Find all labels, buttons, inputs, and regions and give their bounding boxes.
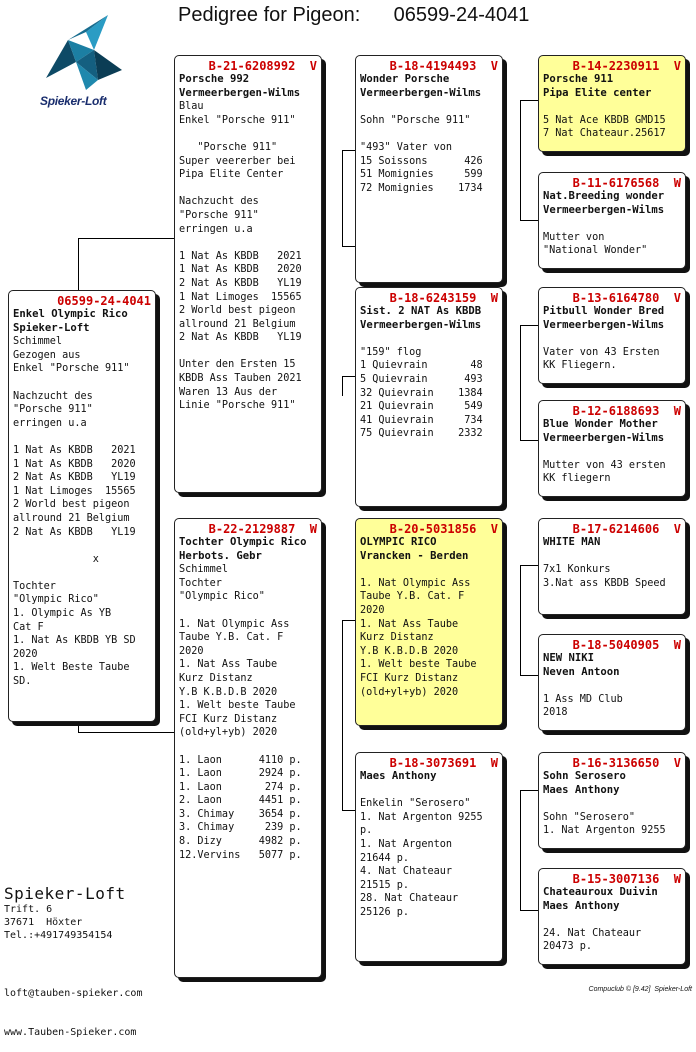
detail-line: Vater von 43 Ersten bbox=[543, 346, 660, 358]
breeder-name: Maes Anthony bbox=[360, 770, 437, 782]
detail-line: 21 Quievrain 549 bbox=[360, 401, 483, 413]
pedigree-card-sire-dam bbox=[355, 287, 503, 507]
pedigree-card-sire bbox=[174, 55, 322, 493]
ring-number: B-18-3073691 W bbox=[389, 756, 498, 770]
detail-line: Cat F bbox=[13, 621, 44, 633]
detail-line: 5 Nat Ace KBDB GMD15 bbox=[543, 114, 666, 126]
detail-line: KK Fliegern. bbox=[543, 360, 617, 372]
detail-line bbox=[179, 127, 317, 141]
pigeon-name: Wonder Porsche bbox=[360, 73, 450, 85]
breeder-name: Vermeerbergen-Wilms bbox=[543, 203, 665, 216]
ring-number: B-21-6208992 V bbox=[208, 59, 317, 73]
card-details bbox=[179, 563, 317, 862]
detail-line: Sohn "Porsche 911" bbox=[360, 114, 471, 126]
detail-line: "Porsche 911" bbox=[179, 141, 278, 153]
breeder-name: Vermeerbergen-Wilms bbox=[543, 318, 665, 331]
detail-line bbox=[543, 332, 681, 346]
pigeon-name: Pitbull Wonder Bred bbox=[543, 305, 665, 317]
detail-line: 2020 bbox=[179, 645, 204, 657]
address-line: 37671 Höxter bbox=[4, 917, 83, 928]
breeder-name: Neven Antoon bbox=[543, 665, 620, 678]
detail-line: 1 Nat As KBDB 2020 bbox=[179, 264, 302, 276]
detail-line: erringen u.a bbox=[179, 223, 253, 235]
pigeon-name: Porsche 911 bbox=[543, 73, 614, 85]
logo-text: Spieker-Loft bbox=[40, 94, 107, 108]
detail-line: Taube Y.B. Cat. F bbox=[179, 632, 284, 644]
pedigree-card-dss bbox=[538, 518, 686, 615]
pigeon-name: WHITE MAN bbox=[543, 536, 601, 548]
card-details bbox=[360, 784, 498, 920]
detail-line: Y.B K.B.D.B 2020 bbox=[360, 645, 459, 657]
pedigree-card-dam-sire bbox=[355, 518, 503, 726]
ring-number: B-18-5040905 W bbox=[572, 638, 681, 652]
detail-line: 21644 p. bbox=[360, 852, 410, 864]
ring-number: B-15-3007136 W bbox=[572, 872, 681, 886]
email-link[interactable]: loft@tauben-spieker.com bbox=[4, 988, 143, 999]
pedigree-card-dsd bbox=[538, 634, 686, 731]
pedigree-card-sds bbox=[538, 287, 686, 384]
detail-line bbox=[179, 345, 317, 359]
ring-number: B-13-6164780 V bbox=[572, 291, 681, 305]
detail-line: 2 Nat As KBDB YL19 bbox=[179, 332, 302, 344]
card-details bbox=[179, 100, 317, 413]
detail-line: FCI Kurz Distanz bbox=[179, 713, 278, 725]
pigeon-name: Tochter Olympic Rico bbox=[179, 536, 307, 548]
detail-line: "Olympic Rico" bbox=[179, 591, 265, 603]
detail-line: Linie "Porsche 911" bbox=[179, 400, 296, 412]
detail-line: 21515 p. bbox=[360, 879, 410, 891]
detail-line: "159" flog bbox=[360, 346, 422, 358]
detail-line: 1 Nat As KBDB 2021 bbox=[179, 250, 302, 262]
phone-line: Tel.:+491749354154 bbox=[4, 930, 113, 941]
ring-number: B-16-3136650 V bbox=[572, 756, 681, 770]
card-details bbox=[13, 335, 151, 688]
page-title: Pedigree for Pigeon: 06599-24-4041 bbox=[178, 4, 530, 26]
card-details bbox=[543, 550, 681, 591]
detail-line: 1. Nat Argenton 9255 bbox=[543, 825, 666, 837]
detail-line: 1. Welt beste Taube bbox=[360, 659, 477, 671]
pigeon-name: Enkel Olympic Rico bbox=[13, 308, 128, 320]
breeder-name: Herbots. Gebr bbox=[179, 549, 262, 562]
ring-number: B-18-4194493 V bbox=[389, 59, 498, 73]
card-details bbox=[543, 913, 681, 954]
detail-line: 1. Welt beste Taube bbox=[179, 700, 296, 712]
detail-line: 1 Nat Limoges 15565 bbox=[179, 291, 302, 303]
detail-line: 1. Nat Argenton 9255 bbox=[360, 811, 483, 823]
detail-line: Blau bbox=[179, 101, 204, 113]
loft-name: Spieker-Loft bbox=[4, 884, 126, 903]
detail-line: 2 Nat As KBDB YL19 bbox=[13, 526, 136, 538]
detail-line bbox=[179, 740, 317, 754]
detail-line: 1. Nat Argenton bbox=[360, 838, 453, 850]
detail-line bbox=[543, 913, 681, 927]
breeder-name: Vermeerbergen-Wilms bbox=[179, 86, 301, 99]
detail-line bbox=[360, 563, 498, 577]
detail-line: "Porsche 911" bbox=[179, 209, 259, 221]
detail-line: 20473 p. bbox=[543, 941, 593, 953]
detail-line: 2 World best pigeon bbox=[13, 499, 130, 511]
breeder-name: Vrancken - Berden bbox=[360, 549, 469, 562]
card-details bbox=[543, 332, 681, 373]
card-details bbox=[360, 332, 498, 441]
detail-line: 1. Nat Ass Taube bbox=[360, 618, 459, 630]
pedigree-card-ssd bbox=[538, 172, 686, 269]
detail-line: Mutter von bbox=[543, 231, 605, 243]
detail-line: Nachzucht des bbox=[13, 390, 93, 402]
detail-line: 5 Quievrain 493 bbox=[360, 373, 483, 385]
detail-line bbox=[360, 127, 498, 141]
loft-address bbox=[4, 884, 126, 942]
breeder-name: Vermeerbergen-Wilms bbox=[360, 318, 482, 331]
detail-line: 2018 bbox=[543, 707, 568, 719]
address-line: Trift. 6 bbox=[4, 904, 53, 915]
detail-line: 75 Quievrain 2332 bbox=[360, 428, 483, 440]
pigeon-name: Sohn Serosero bbox=[543, 770, 626, 782]
detail-line: 28. Nat Chateaur bbox=[360, 893, 459, 905]
detail-line: 1 Nat Limoges 15565 bbox=[13, 485, 136, 497]
detail-line: 1 Nat As KBDB 2021 bbox=[13, 444, 136, 456]
detail-line: "Olympic Rico" bbox=[13, 594, 99, 606]
detail-line: 12.Vervins 5077 p. bbox=[179, 849, 302, 861]
detail-line: 1 Quievrain 48 bbox=[360, 360, 483, 372]
detail-line: 25126 p. bbox=[360, 906, 410, 918]
detail-line: erringen u.a bbox=[13, 417, 87, 429]
detail-line bbox=[179, 604, 317, 618]
detail-line: 72 Momignies 1734 bbox=[360, 182, 483, 194]
detail-line: Nachzucht des bbox=[179, 196, 259, 208]
detail-line: Unter den Ersten 15 bbox=[179, 359, 296, 371]
detail-line: 7x1 Konkurs bbox=[543, 564, 611, 576]
detail-line: 4. Nat Chateaur bbox=[360, 866, 453, 878]
detail-line: Kurz Distanz bbox=[360, 632, 434, 644]
pedigree-card-sss bbox=[538, 55, 686, 152]
ring-number: B-14-2230911 V bbox=[572, 59, 681, 73]
pedigree-card-dam-dam bbox=[355, 752, 503, 962]
breeder-name: Pipa Elite center bbox=[543, 86, 652, 99]
software-credit: Compuclub © [9.42] Spieker-Loft bbox=[588, 986, 692, 993]
detail-line: 3. Chimay 239 p. bbox=[179, 822, 302, 834]
detail-line: "National Wonder" bbox=[543, 245, 648, 257]
pigeon-name: Porsche 992 bbox=[179, 73, 250, 85]
card-details bbox=[360, 100, 498, 195]
detail-line: 1. Nat Olympic Ass bbox=[360, 577, 471, 589]
detail-line: allround 21 Belgium bbox=[179, 318, 296, 330]
detail-line bbox=[13, 376, 151, 390]
detail-line: KBDB Ass Tauben 2021 bbox=[179, 373, 302, 385]
breeder-name: Maes Anthony bbox=[543, 783, 620, 796]
detail-line: 15 Soissons 426 bbox=[360, 155, 483, 167]
detail-line: 1. Nat Olympic Ass bbox=[179, 618, 290, 630]
contact-links bbox=[4, 961, 142, 1052]
ring-number: B-20-5031856 V bbox=[389, 522, 498, 536]
breeder-name: Vermeerbergen-Wilms bbox=[543, 431, 665, 444]
pedigree-card-sdd bbox=[538, 400, 686, 497]
detail-line: Schimmel bbox=[179, 564, 229, 576]
detail-line: 32 Quievrain 1384 bbox=[360, 387, 483, 399]
detail-line: Pipa Elite Center bbox=[179, 169, 284, 181]
detail-line: Enkel "Porsche 911" bbox=[179, 114, 296, 126]
detail-line: 8. Dizy 4982 p. bbox=[179, 836, 302, 848]
detail-line: Sohn "Serosero" bbox=[543, 811, 636, 823]
detail-line bbox=[543, 100, 681, 114]
detail-line bbox=[543, 445, 681, 459]
detail-line: 41 Quievrain 734 bbox=[360, 414, 483, 426]
pedigree-card-dam bbox=[174, 518, 322, 978]
breeder-name: Maes Anthony bbox=[543, 899, 620, 912]
pigeon-name: Nat.Breeding wonder bbox=[543, 190, 665, 202]
detail-line: Enkel "Porsche 911" bbox=[13, 363, 130, 375]
detail-line: 1. Nat As KBDB YB SD bbox=[13, 635, 136, 647]
ring-number: B-11-6176568 W bbox=[572, 176, 681, 190]
detail-line: Schimmel bbox=[13, 336, 63, 348]
detail-line bbox=[13, 566, 151, 580]
detail-line: Tochter bbox=[179, 577, 222, 589]
detail-line: (old+yl+yb) 2020 bbox=[179, 727, 278, 739]
detail-line: SD. bbox=[13, 676, 32, 688]
detail-line bbox=[543, 797, 681, 811]
detail-line bbox=[360, 100, 498, 114]
detail-line: Super veererber bei bbox=[179, 155, 296, 167]
detail-line: allround 21 Belgium bbox=[13, 512, 130, 524]
detail-line: x bbox=[13, 553, 99, 565]
ring-number: B-18-6243159 W bbox=[389, 291, 498, 305]
pigeon-name: NEW NIKI bbox=[543, 652, 595, 664]
detail-line: 2020 bbox=[360, 604, 385, 616]
detail-line: Y.B K.B.D.B 2020 bbox=[179, 686, 278, 698]
detail-line bbox=[13, 430, 151, 444]
breeder-name: Vermeerbergen-Wilms bbox=[360, 86, 482, 99]
detail-line: 24. Nat Chateaur bbox=[543, 927, 642, 939]
detail-line bbox=[360, 784, 498, 798]
card-details bbox=[360, 563, 498, 699]
detail-line bbox=[543, 550, 681, 564]
detail-line: Gezogen aus bbox=[13, 349, 81, 361]
detail-line bbox=[360, 332, 498, 346]
detail-line: 1. Welt Beste Taube bbox=[13, 662, 130, 674]
pedigree-card-dds bbox=[538, 752, 686, 849]
detail-line: KK fliegern bbox=[543, 473, 611, 485]
pigeon-name: OLYMPIC RICO bbox=[360, 536, 437, 548]
card-details bbox=[543, 679, 681, 720]
detail-line: 3.Nat ass KBDB Speed bbox=[543, 577, 666, 589]
ring-number: B-17-6214606 V bbox=[572, 522, 681, 536]
detail-line: 2 World best pigeon bbox=[179, 305, 296, 317]
detail-line: 1 Nat As KBDB 2020 bbox=[13, 458, 136, 470]
card-details bbox=[543, 445, 681, 486]
pigeon-name: Chateauroux Duivin bbox=[543, 886, 658, 898]
detail-line bbox=[13, 539, 151, 553]
detail-line: Enkelin "Serosero" bbox=[360, 798, 471, 810]
detail-line: Tochter bbox=[13, 580, 56, 592]
detail-line: (old+yl+yb) 2020 bbox=[360, 686, 459, 698]
detail-line: "Porsche 911" bbox=[13, 404, 93, 416]
ring-number: B-12-6188693 W bbox=[572, 404, 681, 418]
detail-line: p. bbox=[360, 825, 373, 837]
detail-line: 1. Laon 2924 p. bbox=[179, 768, 302, 780]
detail-line bbox=[543, 217, 681, 231]
card-details bbox=[543, 217, 681, 258]
card-details bbox=[543, 100, 681, 141]
breeder-name: Spieker-Loft bbox=[13, 321, 90, 334]
detail-line: 1. Nat Ass Taube bbox=[179, 659, 278, 671]
pedigree-card-sire-sire bbox=[355, 55, 503, 283]
detail-line: "493" Vater von bbox=[360, 141, 453, 153]
detail-line: 2 Nat As KBDB YL19 bbox=[179, 277, 302, 289]
detail-line: 2 Nat As KBDB YL19 bbox=[13, 472, 136, 484]
detail-line: Waren 13 Aus der bbox=[179, 386, 278, 398]
detail-line: Kurz Distanz bbox=[179, 672, 253, 684]
detail-line: 51 Momignies 599 bbox=[360, 169, 483, 181]
detail-line: 1 Ass MD Club bbox=[543, 693, 623, 705]
pigeon-name: Sist. 2 NAT As KBDB bbox=[360, 305, 482, 317]
detail-line: 7 Nat Chateaur.25617 bbox=[543, 128, 666, 140]
detail-line: Mutter von 43 ersten bbox=[543, 459, 666, 471]
detail-line: Taube Y.B. Cat. F bbox=[360, 591, 465, 603]
detail-line: 1. Laon 274 p. bbox=[179, 781, 302, 793]
detail-line: 3. Chimay 3654 p. bbox=[179, 808, 302, 820]
detail-line bbox=[543, 679, 681, 693]
pedigree-card-subject bbox=[8, 290, 156, 722]
detail-line: 2. Laon 4451 p. bbox=[179, 795, 302, 807]
pedigree-card-ddd bbox=[538, 868, 686, 965]
detail-line: FCI Kurz Distanz bbox=[360, 672, 459, 684]
pigeon-name: Blue Wonder Mother bbox=[543, 418, 658, 430]
detail-line bbox=[179, 182, 317, 196]
ring-number: 06599-24-4041 bbox=[57, 294, 151, 308]
website-link[interactable]: www.Tauben-Spieker.com bbox=[4, 1027, 137, 1038]
detail-line: 2020 bbox=[13, 648, 38, 660]
ring-number: B-22-2129887 W bbox=[208, 522, 317, 536]
detail-line bbox=[179, 236, 317, 250]
detail-line: 1. Olympic As YB bbox=[13, 608, 112, 620]
card-details bbox=[543, 797, 681, 838]
detail-line: 1. Laon 4110 p. bbox=[179, 754, 302, 766]
